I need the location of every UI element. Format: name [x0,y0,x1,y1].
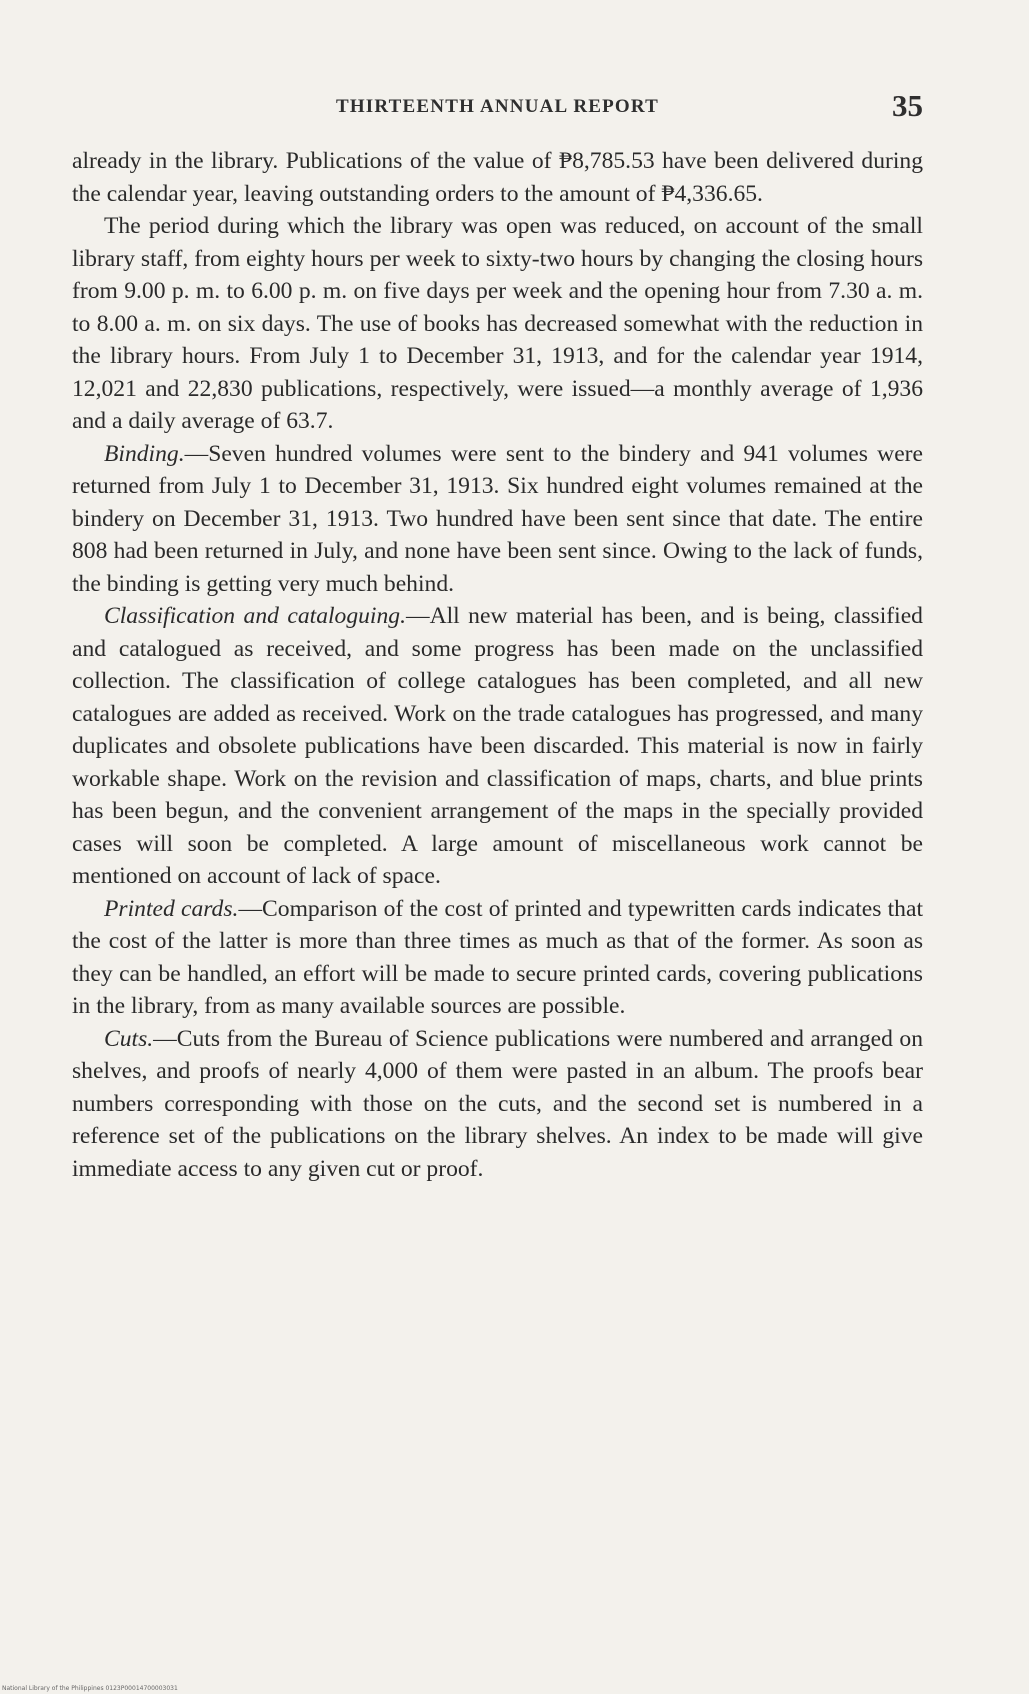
heading-classification: Classification and cataloguing. [104,603,406,629]
text-cuts: —Cuts from the Bureau of Science publications were numbered and arranged on shelves, and proofs of nearly 4,000 of them were pasted in an album. The proofs bear numbers corresponding with those on the cuts, and the second set is numbered in a reference set of the publications on the library shelves. An index to be made will give immediate access to any given cut or proof. [72,1025,923,1182]
text-classification: —All new material has been, and is being, classified and catalogued as received, and some progress has been made on the unclassified collection. The classification of college catalogues has been completed, and all new catalogues are added as received. Work on the trade catalogues has progressed, and many duplicates and obsolete publications have been discarded. This material is now in fairly workable shape. Work on the revision and classification of maps, charts, and blue prints has been begun, and the convenient arrangement of the maps in the specially provided cases will soon be completed. A large amount of miscellaneous work cannot be mentioned on account of lack of space. [72,603,923,889]
paragraph-classification [72,600,923,893]
scan-footer-note: National Library of the Philippines 0123P00014700003031 [2,1685,178,1692]
paragraph-cuts [72,1023,923,1186]
paragraph-printed-cards [72,893,923,1023]
text-binding: —Seven hundred volumes were sent to the bindery and 941 volumes were returned from July 1 to December 31, 1913. Six hundred eight volumes remained at the bindery on December 31, 1913. Two hundred have been sent since that date. The entire 808 had been returned in July, and none have been sent since. Owing to the lack of funds, the binding is getting very much behind. [72,440,923,597]
body-text [72,145,923,1185]
text-printed-cards: —Comparison of the cost of printed and typewritten cards indicates that the cost of the latter is more than three times as much as that of the former. As soon as they can be handled, an effort will be made to secure printed cards, covering publications in the library, from as many available sources are possible. [72,895,923,1019]
running-title: THIRTEENTH ANNUAL REPORT [335,96,660,117]
paragraph-library-hours: The period during which the library was open was reduced, on account of the small library staff, from eighty hours per week to sixty-two hours by changing the closing hours from 9.00 p. m. to 6.00 p. m. on five days per week and the opening hour from 7.30 a. m. to 8.00 a. m. on six days. The use of books has decreased somewhat with the reduction in the library hours. From July 1 to December 31, 1913, and for the calendar year 1914, 12,021 and 22,830 publications, respectively, were issued—a monthly average of 1,936 and a daily average of 63.7. [72,213,923,434]
page-number: 35 [892,88,923,123]
page-header [72,88,923,128]
paragraph-continuation: already in the library. Publications of the value of ₱8,785.53 have been delivered during the calendar year, leaving outstanding orders to the amount of ₱4,336.65. [72,148,923,207]
heading-cuts: Cuts. [104,1025,154,1052]
heading-printed-cards: Printed cards. [104,895,239,922]
paragraph-binding [72,438,923,601]
heading-binding: Binding. [104,440,185,467]
